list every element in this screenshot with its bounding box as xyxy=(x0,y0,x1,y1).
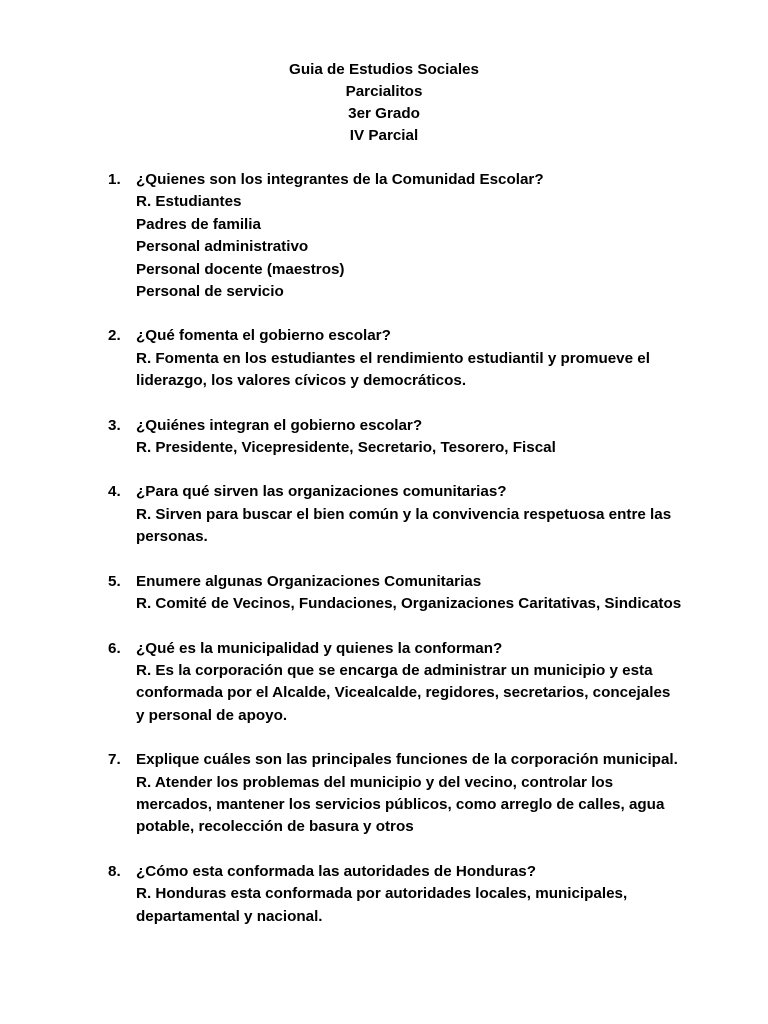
question-text: ¿Qué es la municipalidad y quienes la conforman? xyxy=(136,639,503,657)
question-text: ¿Cómo esta conformada las autoridades de Honduras? xyxy=(136,862,537,880)
document-subtitle: Parcialitos xyxy=(345,83,423,100)
answer-line: R. Es la corporación que se encarga de administrar un municipio y esta xyxy=(136,661,653,679)
question-number: 7. xyxy=(108,751,121,769)
term-label: IV Parcial xyxy=(349,127,419,144)
answer-text xyxy=(136,660,748,727)
question-text: ¿Quienes son los integrantes de la Comunidad Escolar? xyxy=(136,171,544,188)
grade-label: 3er Grado xyxy=(348,105,420,122)
question-text: Explique cuáles son las principales funciones de la corporación municipal. xyxy=(136,751,678,769)
question-number: 8. xyxy=(108,862,121,880)
question-item xyxy=(108,571,748,616)
answer-line: Padres de familia xyxy=(136,215,261,233)
answer-line: R. Fomenta en los estudiantes el rendimiento estudiantil y promueve el xyxy=(136,349,650,367)
answer-line: conformada por el Alcalde, Vicealcalde, regidores, secretarios, concejales xyxy=(136,684,671,702)
answer-text xyxy=(136,504,748,549)
answer-line: liderazgo, los valores cívicos y democráticos. xyxy=(136,372,467,390)
answer-text xyxy=(136,772,748,839)
question-number: 6. xyxy=(108,639,121,657)
answer-line: R. Atender los problemas del municipio y del vecino, controlar los xyxy=(136,773,614,791)
answer-line: R. Honduras esta conformada por autoridades locales, municipales, xyxy=(136,885,628,903)
answer-line: mercados, mantener los servicios públicos, como arreglo de calles, agua xyxy=(136,795,665,813)
document-title: Guia de Estudios Sociales xyxy=(289,61,479,78)
question-number: 3. xyxy=(108,416,121,434)
question-number: 2. xyxy=(108,327,121,345)
question-text: Enumere algunas Organizaciones Comunitarias xyxy=(136,572,482,590)
question-item xyxy=(108,638,748,728)
answer-line: Personal administrativo xyxy=(136,238,309,256)
answer-line: Personal de servicio xyxy=(136,283,284,301)
answer-line: Personal docente (maestros) xyxy=(136,260,345,278)
answer-line: R. Estudiantes xyxy=(136,193,242,211)
answer-line: R. Sirven para buscar el bien común y la convivencia respetuosa entre las xyxy=(136,505,672,523)
answer-line: personas. xyxy=(136,528,208,546)
answer-line: departamental y nacional. xyxy=(136,907,323,925)
answer-text xyxy=(136,191,748,303)
answer-line: R. Presidente, Vicepresidente, Secretario, Tesorero, Fiscal xyxy=(136,439,556,457)
answer-text xyxy=(136,593,748,615)
answer-text xyxy=(136,348,748,393)
question-number: 4. xyxy=(108,483,121,501)
question-number: 1. xyxy=(108,171,121,188)
question-item xyxy=(108,749,748,839)
document-header xyxy=(0,59,768,147)
answer-text xyxy=(136,883,748,928)
question-item xyxy=(108,861,748,928)
answer-line: potable, recolección de basura y otros xyxy=(136,818,414,836)
question-text: ¿Para qué sirven las organizaciones comunitarias? xyxy=(136,483,507,501)
question-item xyxy=(108,169,748,303)
question-number: 5. xyxy=(108,572,121,590)
question-text: ¿Qué fomenta el gobierno escolar? xyxy=(136,327,391,345)
question-item xyxy=(108,481,748,548)
answer-text xyxy=(136,437,748,459)
question-text: ¿Quiénes integran el gobierno escolar? xyxy=(136,416,423,434)
question-item xyxy=(108,415,748,460)
answer-line: R. Comité de Vecinos, Fundaciones, Organizaciones Caritativas, Sindicatos xyxy=(136,595,682,613)
question-list xyxy=(108,169,748,950)
answer-line: y personal de apoyo. xyxy=(136,706,288,724)
question-item xyxy=(108,325,748,392)
